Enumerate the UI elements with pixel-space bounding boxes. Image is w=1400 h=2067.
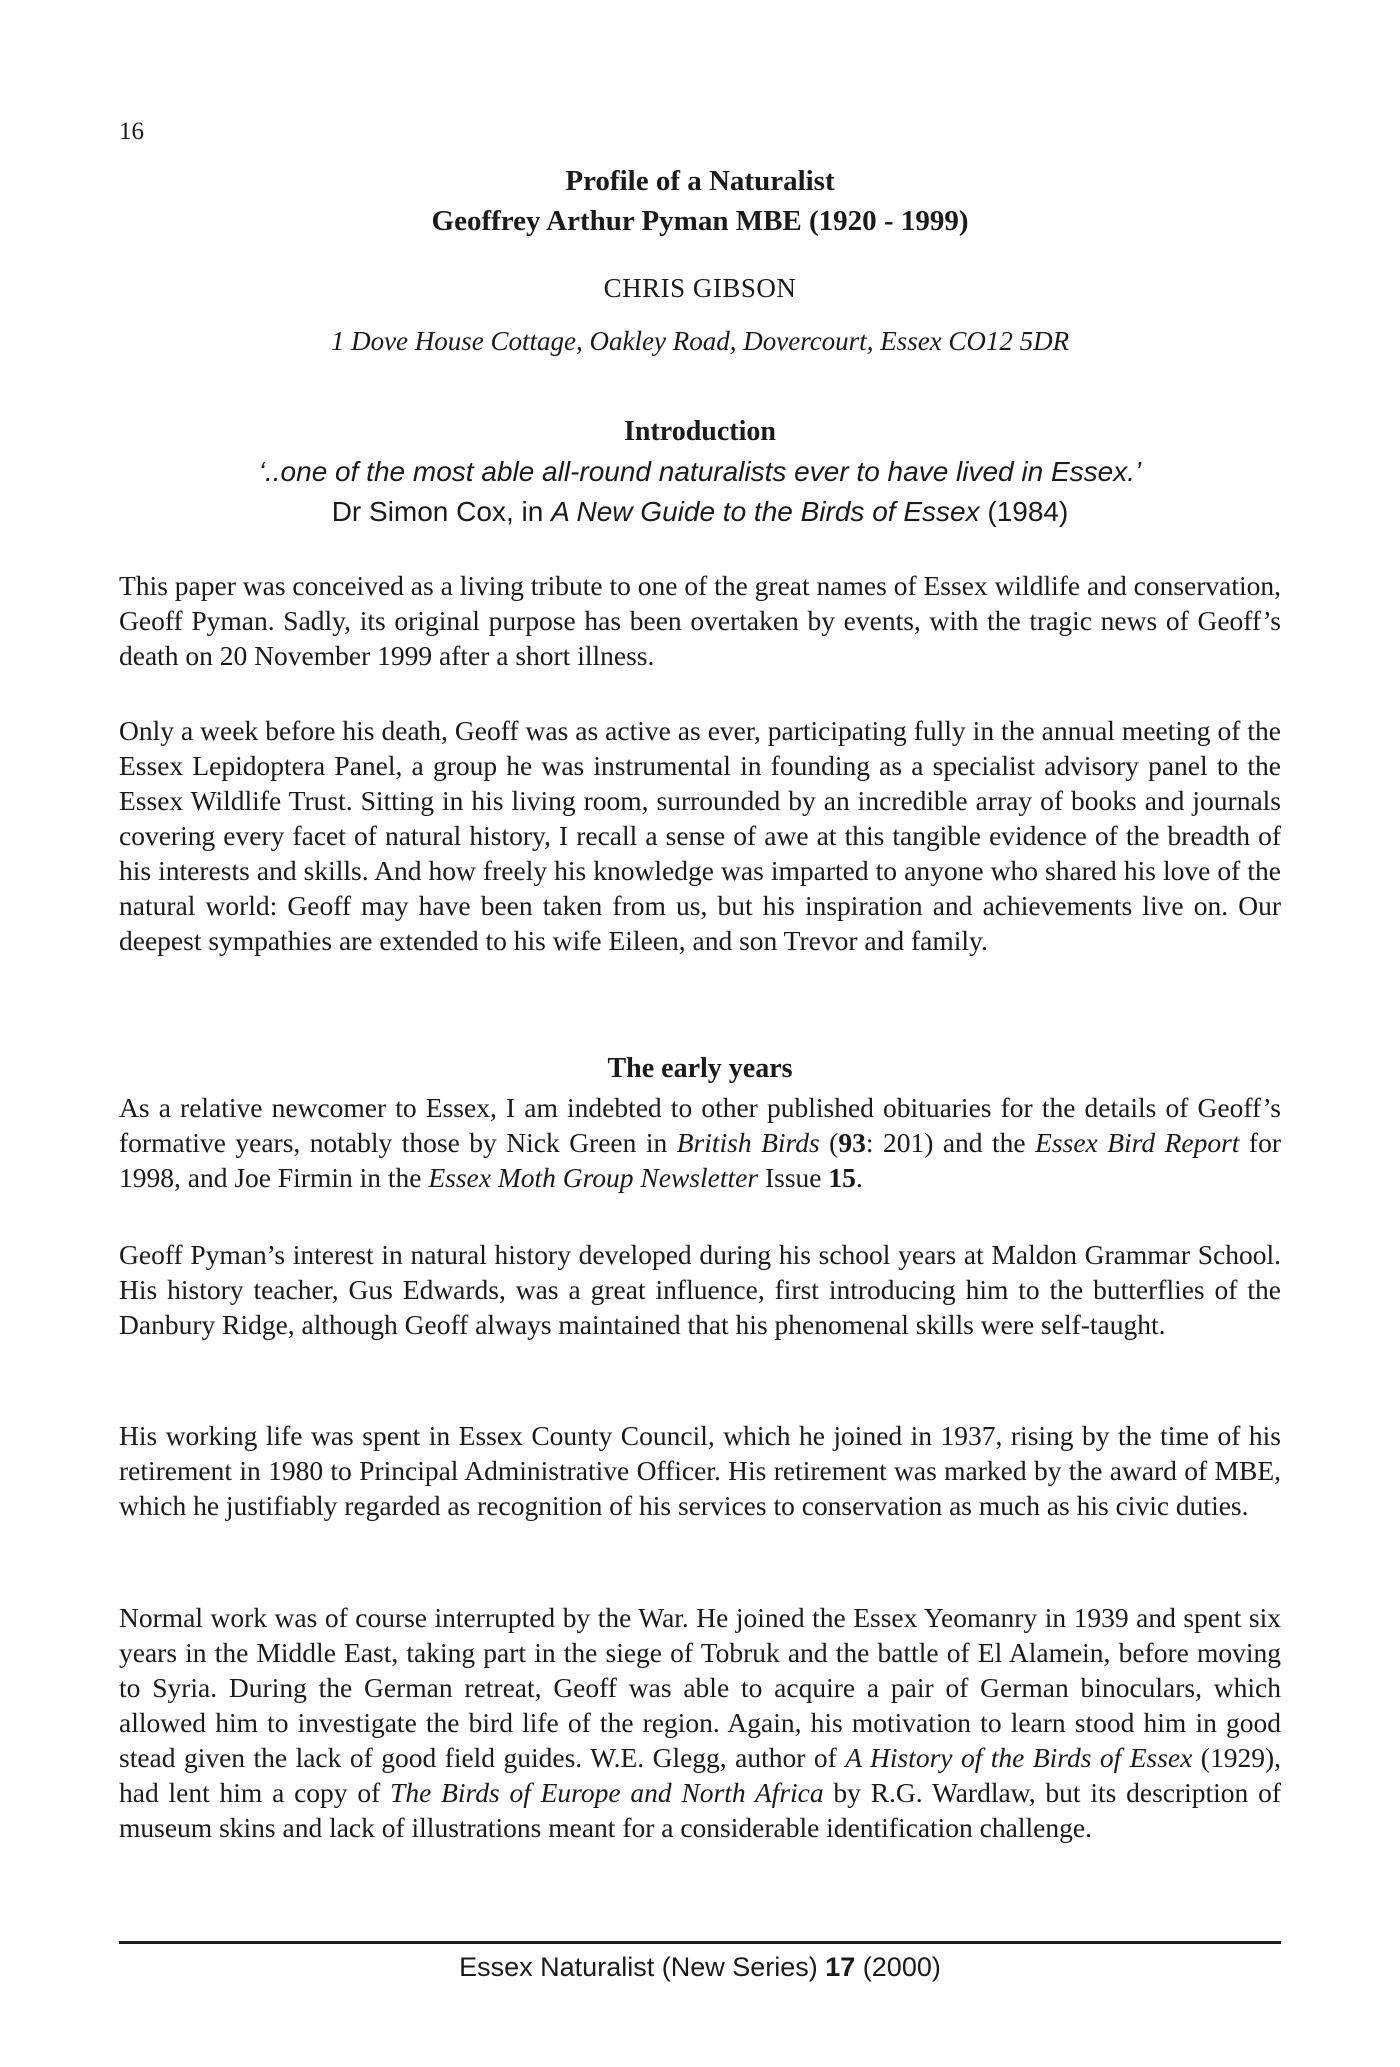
paragraph-3: [119, 1090, 1281, 1195]
p6-text-2: (1929), had lent him a copy of: [119, 1742, 1281, 1808]
p3-bold-issue: 15: [828, 1162, 856, 1193]
footer-volume: 17: [825, 1952, 856, 1982]
article-subtitle: Geoffrey Arthur Pyman MBE (1920 - 1999): [431, 205, 969, 237]
author-name: CHRIS GIBSON: [603, 273, 797, 303]
page-number: 16: [119, 118, 144, 145]
article-title: Profile of a Naturalist: [565, 165, 835, 197]
footer-journal-name: Essex Naturalist (New Series): [459, 1952, 826, 1982]
citation-suffix: (1984): [979, 496, 1069, 527]
p3-bold-volume: 93: [838, 1127, 866, 1158]
paragraph-6: [119, 1600, 1281, 1845]
citation-book-title: A New Guide to the Birds of Essex: [551, 496, 980, 527]
p3-text-3: : 201) and the: [865, 1127, 1036, 1158]
journal-footer: [0, 1952, 1400, 1983]
p3-italic-moth-newsletter: Essex Moth Group Newsletter: [428, 1162, 759, 1193]
author-address: 1 Dove House Cottage, Oakley Road, Dovercourt, Essex CO12 5DR: [330, 326, 1070, 356]
footer-rule: [119, 1941, 1281, 1944]
p3-text-2: (: [819, 1127, 839, 1158]
section-heading-early-years: The early years: [607, 1053, 793, 1084]
paragraph-4: Geoff Pyman’s interest in natural history developed during his school years at Maldon Grammar School. His history teacher, Gus Edwards, was a great influence, first introducing him to the butterflies of the Danbury Ridge, although Geoff always maintained that his phenomenal skills were self-taught.: [119, 1239, 1281, 1340]
p3-text-4: for 1998, and Joe Firmin in the: [119, 1127, 1281, 1193]
p6-text-1: Normal work was of course interrupted by the War. He joined the Essex Yeomanry in 1939 and spent six years in the Middle East, taking part in the siege of Tobruk and the battle of El Alamein, before moving to Syria. During the German retreat, Geoff was able to acquire a pair of German binoculars, which allowed him to investigate the bird life of the region. Again, his motivation to learn stood him in good stead given the lack of good field guides. W.E. Glegg, author of: [119, 1602, 1281, 1773]
p3-text-6: .: [855, 1162, 863, 1193]
section-heading-introduction: Introduction: [624, 416, 776, 447]
p3-text-1: As a relative newcomer to Essex, I am indebted to other published obituaries for the details of Geoff’s formative years, notably those by Nick Green in: [119, 1092, 1281, 1158]
epigraph-quote: ‘..one of the most able all-round naturalists ever to have lived in Essex.’: [258, 456, 1142, 487]
paragraph-1: This paper was conceived as a living tribute to one of the great names of Essex wildlife and conservation, Geoff Pyman. Sadly, its original purpose has been overtaken by events, with the tragic news of Geoff’s death on 20 November 1999 after a short illness.: [119, 570, 1281, 671]
paragraph-5: His working life was spent in Essex County Council, which he joined in 1937, rising by the time of his retirement in 1980 to Principal Administrative Officer. His retirement was marked by the award of MBE, which he justifiably regarded as recognition of his services to conservation as much as his civic duties.: [119, 1420, 1281, 1521]
p3-italic-essex-bird-report: Essex Bird Report: [1035, 1127, 1240, 1158]
citation-prefix: Dr Simon Cox, in: [331, 496, 552, 527]
p6-italic-history-birds-essex: A History of the Birds of Essex: [845, 1742, 1193, 1773]
p6-text-3: by R.G. Wardlaw, but its description of museum skins and lack of illustrations meant for a considerable identification challenge.: [119, 1777, 1282, 1843]
footer-year: (2000): [855, 1952, 941, 1982]
paragraph-2: Only a week before his death, Geoff was as active as ever, participating fully in the annual meeting of the Essex Lepidoptera Panel, a group he was instrumental in founding as a specialist advisory panel to the Essex Wildlife Trust. Sitting in his living room, surrounded by an incredible array of books and journals covering every facet of natural history, I recall a sense of awe at this tangible evidence of the breadth of his interests and skills. And how freely his knowledge was imparted to anyone who shared his love of the natural world: Geoff may have been taken from us, but his inspiration and achievements live on. Our deepest sympathies are extended to his wife Eileen, and son Trevor and family.: [119, 715, 1281, 956]
p6-italic-birds-europe-africa: The Birds of Europe and North Africa: [390, 1777, 824, 1808]
epigraph-citation: [0, 496, 1400, 528]
p3-italic-british-birds: British Birds: [676, 1127, 820, 1158]
p3-text-5: Issue: [758, 1162, 829, 1193]
